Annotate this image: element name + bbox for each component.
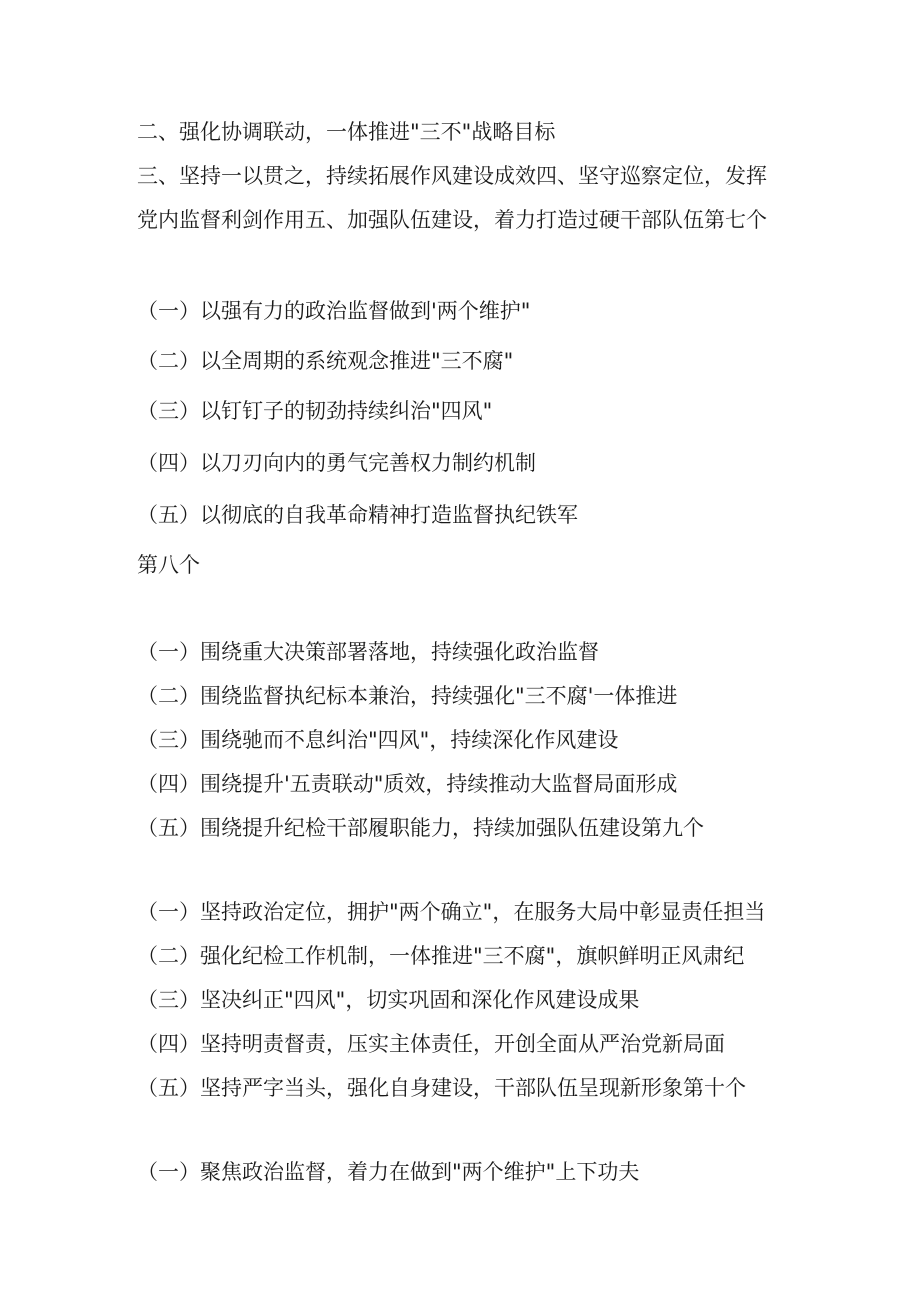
text-line: （三）以钉钉子的韧劲持续纠治"四风": [137, 399, 493, 423]
text-line: 二、强化协调联动，一体推进"三不"战略目标: [137, 120, 556, 144]
text-line: （四）坚持明责督责，压实主体责任，开创全面从严治党新局面: [137, 1032, 725, 1056]
text-line: （一）以强有力的政治监督做到'两个维护": [137, 299, 531, 323]
text-line: （三）围绕驰而不息纠治"四风"，持续深化作风建设: [137, 728, 619, 752]
text-line: （二）强化纪检工作机制，一体推进"三不腐"，旗帜鲜明正风肃纪: [137, 944, 745, 968]
text-line: （四）以刀刃向内的勇气完善权力制约机制: [137, 451, 536, 475]
text-line: （三）坚决纠正"四风"，切实巩固和深化作风建设成果: [137, 988, 640, 1012]
text-line: （五）以彻底的自我革命精神打造监督执纪铁军: [137, 503, 578, 527]
text-line: （一）坚持政治定位，拥护"两个确立"，在服务大局中彰显责任担当: [137, 900, 766, 924]
text-line: （一）围绕重大决策部署落地，持续强化政治监督: [137, 640, 599, 664]
text-line: 党内监督利剑作用五、加强队伍建设，着力打造过硬干部队伍第七个: [137, 208, 767, 232]
text-line: （五）坚持严字当头，强化自身建设，干部队伍呈现新形象第十个: [137, 1076, 746, 1100]
section-heading: 第八个: [137, 553, 200, 577]
text-line: （二）以全周期的系统观念推进"三不腐": [137, 349, 514, 373]
text-line: （二）围绕监督执纪标本兼治，持续强化"三不腐'一体推进: [137, 684, 678, 708]
text-line: （五）围绕提升纪检干部履职能力，持续加强队伍建设第九个: [137, 816, 704, 840]
text-line: 三、坚持一以贯之，持续拓展作风建设成效四、坚守巡察定位，发挥: [137, 164, 767, 188]
text-line: （四）围绕提升'五责联动"质效，持续推动大监督局面形成: [137, 772, 678, 796]
text-line: （一）聚焦政治监督，着力在做到"两个维护"上下功夫: [137, 1160, 640, 1184]
